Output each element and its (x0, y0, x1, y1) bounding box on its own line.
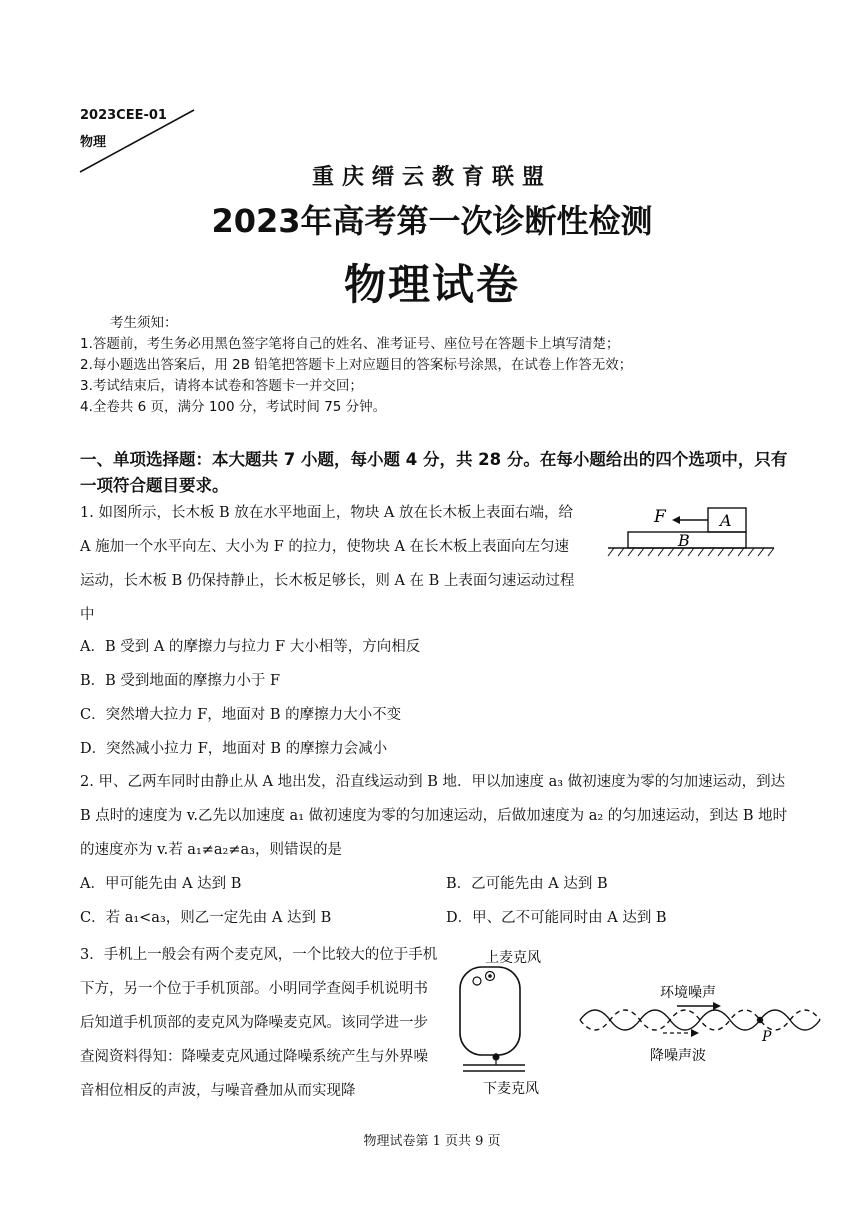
notice-item: 4.全卷共 6 页，满分 100 分，考试时间 75 分钟。 (80, 399, 387, 415)
option-b: B．B 受到地面的摩擦力小于 F (80, 673, 281, 689)
option-c: C．若 a₁<a₃，则乙一定先由 A 达到 B (80, 910, 332, 926)
option-b: B．乙可能先由 A 达到 B (446, 876, 608, 892)
bottom-mic-label: 下麦克风 (483, 1081, 539, 1097)
notice-block (80, 313, 800, 418)
point-p-label: P (762, 1029, 772, 1045)
board-b-label: B (678, 531, 690, 550)
option-d: D．甲、乙不可能同时由 A 达到 B (446, 910, 667, 926)
anti-noise-label: 降噪声波 (650, 1048, 706, 1064)
league-title: 重庆缙云教育联盟 (311, 164, 552, 190)
block-a-label: A (720, 511, 732, 530)
section-title: 一、单项选择题：本大题共 7 小题，每小题 4 分，共 28 分。在每小题给出的四个选项中，只有一项符合题目要求。 (80, 450, 788, 495)
question-1-options (80, 630, 780, 766)
question-2-text: 2. 甲、乙两车同时由静止从 A 地出发，沿直线运动到 B 地．甲以加速度 a₃ 做初速度为零的匀加速运动，到达 B 点时的速度为 v.乙先以加速度 a₁ 做初速度为零的匀加速运动，后做加速度为 a₂ 的匀加速运动，到达 B 地时的速度亦为 v.若 a₁≠a₂≠a₃，则错误的是 (80, 774, 788, 858)
q3-figure (455, 945, 835, 1100)
subject-label: 物理 (80, 135, 107, 150)
bottom-mic-icon (493, 1054, 500, 1061)
exam-code: 2023CEE-01 (80, 108, 167, 123)
force-label: F (654, 507, 666, 527)
option-c: C．突然增大拉力 F，地面对 B 的摩擦力大小不变 (80, 707, 402, 723)
exam-title: 2023年高考第一次诊断性检测 (211, 202, 653, 240)
force-arrow-head (672, 516, 680, 524)
camera-icon (473, 977, 481, 985)
point-p-marker (757, 1017, 763, 1023)
option-a: A．甲可能先由 A 达到 B (80, 876, 242, 892)
ambient-noise-label: 环境噪声 (660, 985, 716, 1001)
notice-item: 2.每小题选出答案后，用 2B 铅笔把答题卡上对应题目的答案标号涂黑，在试卷上作答无效； (80, 357, 633, 373)
paper-title: 物理试卷 (343, 260, 520, 309)
question-1-text: 1. 如图所示，长木板 B 放在水平地面上，物块 A 放在长木板上表面右端，给 A 施加一个水平向左、大小为 F 的拉力，使物块 A 在长木板上表面向左匀速运动，长木板 B 仍保持静止，长木板足够长，则 A 在 B 上表面匀速运动过程中 (80, 505, 575, 623)
question-3-text: 3．手机上一般会有两个麦克风，一个比较大的位于手机下方，另一个位于手机顶部。小明同学查阅手机说明书后知道手机顶部的麦克风为降噪麦克风。该同学进一步查阅资料得知：降噪麦克风通过降噪系统产生与外界噪音相位相反的声波，与噪音叠加从而实现降 (80, 947, 438, 1099)
ambient-arrow-head (713, 1002, 721, 1010)
anti-noise-arrow-head (691, 1029, 699, 1037)
q1-figure (600, 500, 780, 570)
notice-item: 3.考试结束后，请将本试卷和答题卡一并交回； (80, 378, 363, 394)
option-d: D．突然减小拉力 F，地面对 B 的摩擦力会减小 (80, 741, 388, 757)
notice-item: 1.答题前，考生务必用黑色签字笔将自己的姓名、准考证号、座位号在答题卡上填写清楚； (80, 336, 620, 352)
option-a: A．B 受到 A 的摩擦力与拉力 F 大小相等，方向相反 (80, 639, 421, 655)
page-footer: 物理试卷第 1 页共 9 页 (363, 1134, 501, 1149)
notice-heading: 考生须知： (110, 315, 178, 331)
top-mic-label: 上麦克风 (485, 950, 541, 966)
ground-hatching (608, 548, 774, 556)
